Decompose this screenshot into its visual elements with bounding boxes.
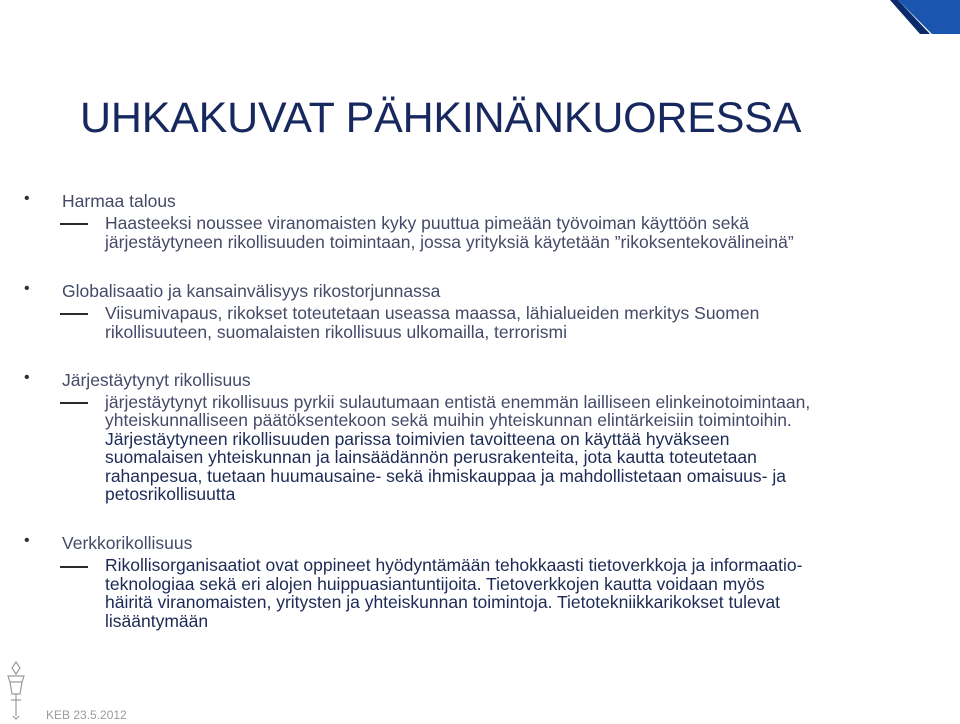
dash-marker (60, 402, 88, 404)
line-4-1-1: Rikollisorganisaatiot ovat oppineet hyödyntämään tehokkaasti tietoverkkoja ja informaatio- (105, 555, 803, 575)
bullet-globalisaatio: • Globalisaatio ja kansainvälisyys rikostorjunnassa (62, 281, 440, 302)
bullet-jarjestaytynyt-rikollisuus: • Järjestäytynyt rikollisuus (62, 370, 251, 391)
line-3-1-6: petosrikollisuutta (105, 484, 236, 504)
page-title: UHKAKUVAT PÄHKINÄNKUORESSA (80, 94, 802, 142)
line-3-1-4: suomalaisen yhteiskunnan ja lainsäädännön perusrakenteita, jota kautta toteutetaan (105, 447, 757, 467)
footer-date: KEB 23.5.2012 (46, 708, 127, 722)
corner-decoration-icon (890, 0, 960, 36)
line-1-1-1: Haasteeksi noussee viranomaisten kyky puuttua pimeään työvoiman käyttöön sekä (105, 213, 749, 233)
line-3-1-2: yhteiskunnalliseen päätöksentekoon sekä muihin yhteiskunnan elintärkeisiin toimintoihin. (105, 410, 792, 430)
line-4-1-2: teknologiaa sekä eri alojen huippuasiantuntijoita. Tietoverkkojen kautta voidaan myös (105, 574, 765, 594)
coat-of-arms-emblem-icon (4, 660, 28, 720)
line-3-1-5: rahanpesua, tuetaan huumausaine- sekä ihmiskauppaa ja mahdollistetaan omaisuus- ja (105, 466, 786, 486)
line-1-1-2: järjestäytyneen rikollisuuden toimintaan, jossa yrityksiä käytetään ”rikoksentekovälineinä” (105, 232, 794, 252)
line-2-1-1: Viisumivapaus, rikokset toteutetaan useassa maassa, lähialueiden merkitys Suomen (105, 303, 760, 323)
bullet-verkkorikollisuus: • Verkkorikollisuus (62, 533, 192, 554)
dash-marker (60, 313, 88, 315)
dash-marker (60, 566, 88, 568)
bullet-harmaa-talous: • Harmaa talous (62, 191, 176, 212)
line-2-1-2: rikollisuuteen, suomalaisten rikollisuus ulkomailla, terrorismi (105, 322, 567, 342)
line-3-1-1: järjestäytynyt rikollisuus pyrkii sulautumaan entistä enemmän lailliseen elinkeinotoimintaan, (105, 392, 811, 412)
dash-marker (60, 223, 88, 225)
line-3-1-3: Järjestäytyneen rikollisuuden parissa toimivien tavoitteena on käyttää hyväkseen (105, 429, 730, 449)
line-4-1-4: lisääntymään (105, 611, 209, 631)
line-4-1-3: häiritä viranomaisten, yritysten ja yhteiskunnan toimintoja. Tietotekniikkarikokset tulevat (105, 592, 781, 612)
